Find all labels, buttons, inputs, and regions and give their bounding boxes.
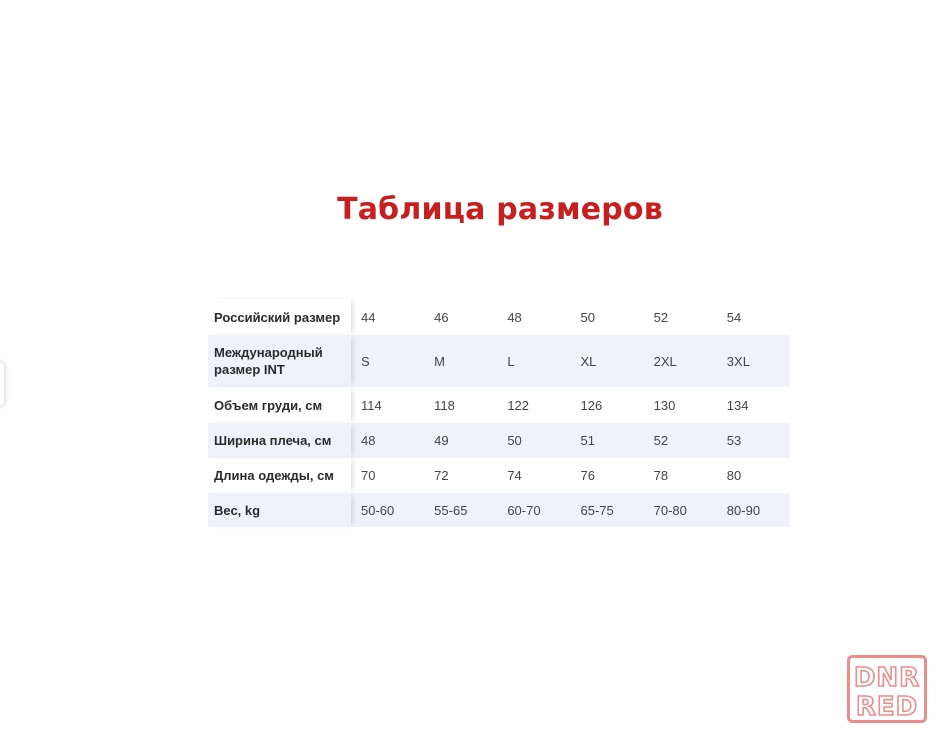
row-header: Международный размер INT [208,335,351,387]
table-cell: 3XL [726,353,750,369]
table-cell: 72 [434,468,449,483]
table-cell: 55-65 [434,502,468,518]
table-cell: 130 [653,397,676,413]
table-cell: 53 [726,433,742,448]
row-header: Российский размер [208,299,351,335]
table-cell: 50 [507,433,522,448]
dnr-red-watermark-logo [847,655,927,723]
table-cell: 54 [726,309,742,325]
table-cell: S [361,353,370,369]
row-header: Длина одежды, см [208,458,351,493]
table-cell: 70 [361,468,376,483]
table-cell: 50-60 [361,502,395,518]
row-header: Вес, kg [208,493,351,527]
table-cell: 80 [726,468,742,483]
table-cell: 51 [580,433,595,448]
side-edge-shadow [0,362,4,406]
table-cell: 44 [361,309,376,325]
table-cell: M [434,353,446,369]
table-cell: 134 [726,397,749,413]
table-cell: L [507,353,515,369]
table-cell: 49 [434,433,449,448]
table-cell: XL [580,353,597,369]
table-cell: 48 [507,309,522,325]
table-row [208,423,790,458]
table-cell: 46 [434,309,449,325]
table-cell: 60-70 [507,502,541,518]
table-cell: 2XL [653,353,677,369]
table-cell: 80-90 [726,502,761,518]
table-row [208,493,790,527]
row-header: Объем груди, см [208,387,351,423]
table-cell: 70-80 [653,502,687,518]
table-cell: 74 [507,468,522,483]
table-cell: 114 [361,397,382,413]
page-title: Таблица размеров [337,192,663,227]
table-cell: 52 [653,309,669,325]
table-cell: 122 [507,397,530,413]
table-cell: 126 [580,397,603,413]
table-cell: 65-75 [580,502,614,518]
row-header: Ширина плеча, см [208,423,351,458]
table-cell: 48 [361,433,376,448]
table-cell: 52 [653,433,669,448]
table-row [208,458,790,493]
logo-text-top: DNR [853,663,921,693]
table-row [208,299,790,335]
table-row [208,387,790,423]
table-cell: 50 [580,309,595,325]
table-row [208,335,790,387]
table-cell: 76 [580,468,595,483]
table-cell: 118 [434,397,455,413]
size-table [208,299,790,527]
logo-text-bottom: RED [855,692,919,722]
table-cell: 78 [653,468,669,483]
